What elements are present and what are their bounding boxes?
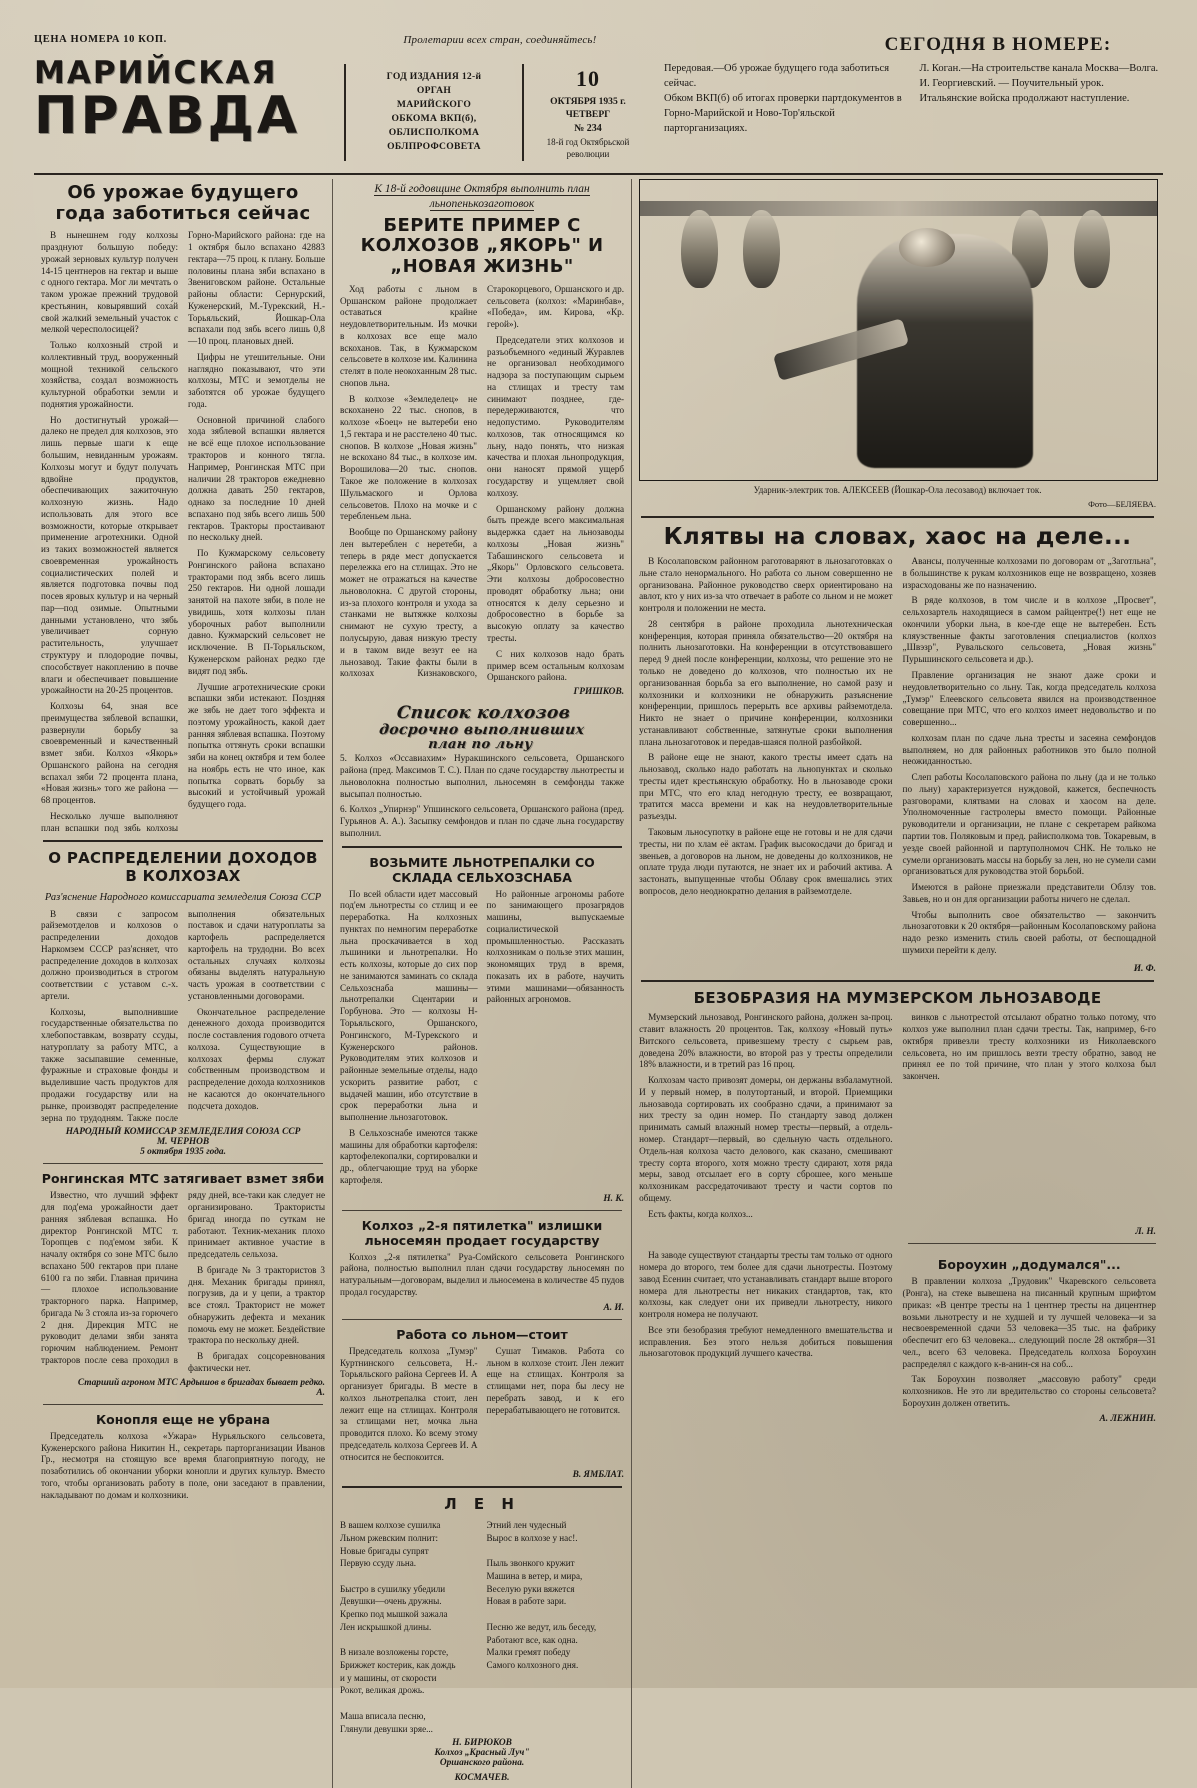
photo-credit: Фото—БЕЛЯЕВА. [1088, 498, 1156, 509]
issue-summary-right [920, 62, 1164, 167]
article-9-body-right [903, 556, 1156, 961]
text-line: МАРИЙСКОГО [396, 98, 472, 110]
article-5-kicker [340, 182, 624, 212]
article-6-body-right [487, 889, 625, 1191]
issue-block [524, 58, 652, 167]
text-line: Передовая.—Об урожае будущего года заботиться сейчас. [664, 63, 890, 89]
poem-line: Льном ржевским полнит: [340, 1532, 439, 1543]
text-line: Колхоз „Красный Луч" [434, 1748, 530, 1759]
poem-line [487, 1608, 625, 1621]
divider [342, 1486, 622, 1488]
paragraph: Колхозы, выполнившие государственные обязательства по хлебопоставкам, возврату ссуды, натуроплату за работу МТС, а также засыпавшие семенные, фуражные и страховые фонды и выделившие часть продуктов для продажи государству или на рынке, производят распределение зерна по трудодням. Также после выполнения обязательных поставок и сдачи натуроплаты за картофель распределяется картофель на трудодни. Во всех остальных случаях колхозы обязаны выделять натуральную часть урожая в соответствии с установленными договорами. [41, 908, 326, 1123]
article-1-body [41, 230, 325, 834]
article-5-signature: ГРИШКОВ. [573, 687, 625, 698]
article-7-body [340, 1252, 624, 1299]
photo-worker-electrician [639, 179, 1158, 481]
article-9-signature: И. Ф. [1133, 963, 1156, 974]
paragraph: В правлении колхоза „Трудовик" Чкаревского сельсовета (Ронга), на стеке вывешена на писанный крупным шрифтом приказ: «В центре тресты на 1 центнер тресты на дицентнер возьми льнотресту и не худшей и ту лучшей человека—и за несвоевременной сдачи 53 человека—35 тыс. на фабрику обеспечит его 63 человека... следующий после 28 октября—31 чел., всего 63 человека. Председатель колхоза Бороухин распределял с каждого к-в-анин-ся на соб... [902, 1276, 1156, 1369]
article-3-signature [41, 1378, 325, 1398]
paragraph: Известно, что лучший эффект для под'ема урожайности дает ранняя зяблевая вспашка. Но директор Ронгинской МТС т. Торопцев с под'емом зяби. К началу октября со зоне МТС было вспахано 500 гектаров при плане 6100 га по зяби. Главная причина — плохое использование тракторного парка. Например, бригада № 3 стояла из-за горючего 2 дня. Дирекция МТС не руководит делами зяби занята горючим наблюдением. Ремонт тракторов после сева проходил в ряду дней, все-таки как следует не организировано. Трактористы бригад иногда по суткам не работают. Техник-механик плохо принимает активное участие в председатель сельхоза. [41, 1190, 326, 1365]
text-line: Обком ВКП(б) об итогах проверки партдокументов в Горно-Марийской и Ново-Тор'яльской парторганизациях. [664, 92, 902, 134]
article-6-signature: Н. К. [603, 1193, 625, 1204]
poem-line: Быстро в сушилку убедили [340, 1583, 446, 1594]
poem-line: Глянули девушки зряе... [340, 1723, 433, 1734]
paragraph: Цифры не утешительные. Они наглядно показывают, что эти колхозы, МТС и земотделы не заботятся об урожае будущего года. [188, 351, 326, 409]
paragraph: По Кужмарскому сельсовету Ронгинского района вспахано тракторами под зябь всего лишь 250 гектаров. Ни одной лошади занятой на пахоте зяби, в поле не увидишь, хотя колхозы план уборочных работ выполнили давно. Кужмарский сельсовет не исключение. В П-Торьяльском, Куженерском районах редко где видят под зябь. [188, 548, 326, 676]
article-4-body [41, 1431, 325, 1502]
poem-line [340, 1570, 478, 1583]
poem-signature [340, 1738, 624, 1768]
paragraph: В районе еще не знают, какого тресты имеет сдать на льнозавод, сколько надо работать на льнопунктах и сколько тресты идет крестьянскую обработку. Но в льнозаводе сроки при МТС, что его клад негодную тресту, ее возвращают, тратится масса времени и как на неудовлетворительные разъезды. [639, 752, 893, 822]
paragraph: Правление организация не знают даже сроки и неудовлетворительно со льну. Так, когда председатель колхоза „Тумэр" Елеевского сельсовета явился на производственное совещание при МТС, что его колхоз имеет недовольство и по совершенно... [902, 670, 1156, 728]
article-5-body [340, 284, 624, 684]
divider [641, 980, 1154, 982]
poem-line: Пыль звонкого кружит [486, 1558, 575, 1569]
article-8-signature: В. ЯМБЛАТ. [572, 1470, 625, 1481]
poem-line: В вашем колхозе сушилка [340, 1520, 441, 1531]
newspaper-logo [34, 55, 334, 167]
poem-line [340, 1697, 478, 1710]
article-2-signature [41, 1127, 325, 1157]
photo-coil-4 [1074, 210, 1110, 288]
poem-line: Новая в работе зари. [486, 1596, 567, 1607]
article-4-headline: Конопля еще не убрана [95, 1411, 271, 1427]
article-10-body-right [903, 1012, 1156, 1224]
poem-line: Первую ссуду льна. [340, 1558, 417, 1569]
logo-line-2: ПРАВДА [34, 86, 301, 146]
text-line: ГОД ИЗДАНИЯ 12-й [386, 71, 482, 82]
paragraph: Председатель колхоза «Ужара» Нурьяльского сельсовета, Куженерского района Никитин Н., секретарь парторганизации Иванов Гр., несмотря на стоящую все время благоприятную погоду, не позаботились об окончании уборки конопли и других культур. Вместо того, чтобы организовать работу в поле, они заседают в правлении, накладывают по домам и колхозники. [41, 1430, 326, 1500]
paragraph: 5. Колхоз «Оссавиахим» Нуракшинского сельсовета, Оршанского района (пред. Максимов Т. С.). План по сдаче государству льнотресты и льноволокна полностью выполнил, льносемян в семфонды также высыпал полностью. [340, 753, 625, 799]
article-3-body [41, 1190, 325, 1374]
column-2 [332, 179, 631, 1788]
paragraph: Колхоз „2-я пятилетка" Руа-Сомйского сельсовета Ронгинского района, полностью выполнил план сдачи государству льносемян по натуральным—договорам, выделил и льносемена в количестве 45 пудов продал государству. [340, 1251, 625, 1297]
photo-coil-1 [681, 210, 717, 288]
paragraph: Вообще по Оршанскому району лен вытереблен с неретеби, а теперь в ряде мест допускается перележка его на стлищах. Это не может не отражаться на качестве льноволокна. С другой стороны, из-за плохого контроля и ухода за станками не вытяжке колхозы снимают не сухую тресту, а полусырую, давая низкую тресту и в таком виде везут ее на льнозавод. Такие факты были в колхозах Кизнаковского, Старокорцевого, Оршанского и др. сельсовета (колхоз: «Маринбав», «Победа», им. Кирова, «Кр. герой»). [340, 283, 625, 679]
text-line: НАРОДНЫЙ КОМИССАР ЗЕМЛЕДЕЛИЯ СОЮЗА ССР [65, 1127, 301, 1138]
paragraph: В бригаде № 3 трактористов 3 дня. Механик бригады принял, погрузив, да и у цепи, а трактор все стоял. Тракторист не может обнаружить дефекта и механик помочь ему не может. Бездействие трактора по нескольку дней. [188, 1264, 326, 1346]
paragraph: Колхозам часто привозят домеры, он держаны взбаламутной. И у первый номер, в полутортаный, и второй. Приемщики льнозавода сортировать их сообразно сдачи, а принимают за них тресту за один номер. По стандарту завод должен принимать самый влажный номер тресты—первый, а отдель-номер. Стандарт—первый, во сдельную часть отдельного. Отдель-ная колхоза часто делового, как сказано, смешивают тресту сорта второго, хотя можно тресту сдирают, хотя ряда меры, завод отсылает его в сорту сброшее, кого меньше колхозникам рассредаточивают тресту и части сортов по общему. [639, 1075, 893, 1203]
today-in-issue-title: СЕГОДНЯ В НОМЕРЕ: [884, 34, 1112, 55]
paragraph: В Сельхозснабе имеются также машины для обработки картофеля: картофелекопалки, сортировалки и др., облегчающие труд на уборке картофеля. [340, 1127, 478, 1185]
poem-line: Машина в ветер, и мира, [486, 1570, 583, 1581]
imprint-block [344, 64, 524, 161]
paragraph: Но районные агрономы работе по занимающего прозагрядов машины, выпускаемые социалистической промышленностью. Рассказать колхозникам о пользе этих машин, экономящих труд в время, показать их в работе, научить этими машинами—обязанность районных агрономов. [486, 888, 625, 1005]
column-1 [34, 179, 332, 1788]
paragraph: В связи с запросом райземотделов и колхозов о распределении доходов Наркомзем СССР раз'ясняет, что распределение доходов в колхозах должно производиться в строгом соответствии с уставом с.-х. артели. [41, 908, 179, 1001]
poem-line [340, 1634, 478, 1647]
poem-line: Работают все, как одна. [486, 1634, 578, 1645]
article-11-headline: Бороухин „додумался"... [937, 1257, 1121, 1273]
paragraph: В нынешнем году колхозы празднуют большую победу: урожай зерновых культур получен 14-15 центнеров на гектар и выше с одного гектара. Мог ли мечтать о таком урожае прежний трудовой крестьянин, ковырявший соха́й свой жалкий земельный участок с мелкой чересполосицей? [41, 230, 179, 335]
paragraph: На заводе существуют стандарты тресты там только от одного номера до второго, тем более для сдачи льнотресты. Поэтому завод Есенин считает, что устанавливать стандарт выше второго номера для льнотресты нет никаких стандартов, так, кто колхозы, как следует они их приведли льнотресту, никого контроля номера не получают. [639, 1250, 893, 1320]
divider [342, 1319, 622, 1320]
article-11-body [903, 1276, 1156, 1409]
poem-line: Рокот, великая дрожь. [340, 1685, 425, 1696]
poem-line: В низале возложены горсте, [340, 1647, 449, 1658]
article-8-body-right [487, 1346, 625, 1468]
logo-line-1: МАРИЙСКАЯ [34, 55, 278, 91]
article-9-body-left [639, 556, 892, 961]
article-6-headline: ВОЗЬМИТЕ ЛЬНОТРЕПАЛКИ СО СКЛАДА СЕЛЬХОЗСНАБА [369, 854, 595, 885]
list-headline-1: Список колхозов [395, 703, 572, 724]
paragraph: Мумзерский льнозавод, Ронгинского района, должен за-проц. ставит влажность 20 процентов. Так, колхозу «Новый путь» Витского сельсовета, привезшему тресту с сырьем рав, доведена 20% влажности, во второй раз у тресты определили 18% влажности, и в третий раз 16 проц. [639, 1012, 893, 1070]
paragraph: колхозам план по сдаче льна тресты и засеяна семфондов выполняем, но для районных работников это было полной неожиданностью. [902, 732, 1156, 767]
list-headline-3: план по льну [427, 736, 534, 752]
paragraph: Есть факты, когда колхоз... [648, 1208, 753, 1219]
paragraph: Чтобы выполнить свое обязательство — закончить льнозаготовки к 20 октября—районным Косолаповскому района надо резко изменить стиль своей работы, от беспощадной шумихи перейти к делу. [902, 909, 1156, 955]
article-5-headline: БЕРИТЕ ПРИМЕР С КОЛХОЗОВ „ЯКОРЬ" И „НОВАЯ ЖИЗНЬ" [360, 214, 604, 278]
paragraph: В колхозе «Земледелец» не вскоханено 22 тыс. снопов, в колхозе «Боец» не вытереби ено 1,5 гектара и не расстелено 40 тыс. снопов. В колхозе „Новая жизнь" не вскохано 84 тыс., в колхозе им. Ворошилова—20 тыс. снопов. Такое же положение в колхозах Шульмаского и Орлова сельсоветов. Плохо на мочке и с теребленьем льна. [340, 393, 478, 522]
text-line: Л. Коган.—На строительстве канала Москва—Волга. [919, 63, 1159, 74]
paragraph: В ряде колхозов, в том числе и в колхозе „Просвет", сельхозартель находящиеся в самом райцентре(!) нет еще не окончили уборки льна, в кое-где еще не вытеребен. Есть кляузственные факты заготовления специалистов (колхоз „Швэзр", Рувальского сельсовета, „Новая жизнь" Пурышинского сельсовета и др.). [902, 595, 1156, 665]
poem-line: Песню же ведут, иль беседу, [486, 1621, 597, 1632]
poem-right-column [487, 1519, 625, 1735]
article-10-signature: Л. Н. [1135, 1227, 1156, 1238]
text-line: ОРГАН [416, 84, 452, 96]
article-2-subtitle: Раз'яснение Народного комиссариата земледелия Союза ССР [44, 891, 322, 903]
article-2-body [41, 909, 325, 1125]
divider [908, 1243, 1156, 1244]
text-line: 5 октября 1935 года. [140, 1147, 226, 1158]
column-3 [631, 179, 1163, 1788]
paragraph: В бригадах соцсоревнования фактически нет. [188, 1351, 326, 1373]
poem-left-column [340, 1519, 478, 1735]
content-grid [18, 175, 1179, 1788]
article-8b-signature: КОСМАЧЕВ. [454, 1773, 510, 1784]
paragraph: Только колхозный строй и коллективный труд, вооруженный мощной техникой сельского хозяйства, создал возможность культурной обработки земли и поднятия урожайности. [41, 340, 179, 409]
paragraph: Так Бороухин позволяет „массовую работу" среди колхозников. Не это ли вредительство со стороны сельсовета? Бороухин должен ответить. [902, 1374, 1156, 1408]
poem-line: Новые бригады супрят [340, 1545, 429, 1556]
text-line: ОБКОМА ВКП(б), [391, 112, 477, 124]
text-line: Итальянские войска продолжают наступление. [919, 92, 1130, 104]
photo-coil-2 [743, 210, 779, 288]
paragraph: Имеются в районе приезжали представители Облзу тов. Завьев, но и он для организации работы ничего не сделал. [902, 882, 1156, 904]
article-7-signature: А. И. [603, 1302, 625, 1313]
article-10-headline: БЕЗОБРАЗИЯ НА МУМЗЕРСКОМ ЛЬНОЗАВОДЕ [693, 988, 1102, 1007]
issue-weekday: ЧЕТВЕРГ [565, 109, 611, 121]
text-line: Старший агроном МТС Ардышов в бригадах бывает редко. [77, 1377, 326, 1388]
poem-line: Крепко под мышкой зажала [340, 1609, 448, 1620]
imprint-text [350, 70, 518, 153]
paragraph: 28 сентября в районе проходила льнотехническая конференция, которая приняла обязательство—20 октября на полнить льнозаготовки. На конференции в отсутствовавшего перед 9 дней после конференции, колхозы, что решение это не только не доведено до колхозов, что полностью их не организованная борьба за его выполнение, но самой разу и колхозники и колхозники не обнаружить разъяснение конференции, пришлось перерыть все архивы райземотдела. Никто не знает о причине конференции, колхозники устанавливают собственные, затянутые сроки выполнения плана льнозаготовок и передав-шаяся полной разбойкой. [639, 618, 893, 747]
text-line: Оршанского района. [439, 1758, 525, 1769]
paragraph: Председатель колхоза „Тумэр" Куртнинского сельсовета, Н.-Торьяльского района Сергеев И. А организует бригады. В месте в колхоз льнотрепалка стоит, лен лежит еще на стлищах. Контроля за стлищами нет, мочка льна проводится плохо. Ко всему этому председатель колхоза Сергеев И. А относится не беспокоится. [340, 1345, 478, 1462]
text-line: И. Георгиевский. — Поучительный урок. [919, 77, 1104, 89]
divider [342, 846, 622, 848]
paragraph: Ход работы с льном в Оршанском районе продолжает оставаться крайне неудовлетворительным. Из мочки в колхозах все еще мало вскоханов. Так, в Кужмарском сельсовете в колхозе им. Калинина стелят в поле неокоханным 28 тыс. снопов льна. [340, 283, 478, 388]
article-3-headline: Ронгинская МТС затягивает взмет зяби [41, 1171, 325, 1187]
paragraph: В Косолаповском районном раготоваряют в льнозаготовках о льне стало ненормального. Но работа со льном совершенно не организована. Районное руководство сверх ориентировано на авлот, кто у них из-за что отвечает в работе со льном и не может контроля и положении не места. [639, 556, 893, 614]
paragraph: Авансы, полученные колхозами по договорам от „Заготльна", в большинстве к рукам колхозников еще не возвращено, хозяев израсходованы же по назначению. [902, 556, 1156, 590]
poem-line: и у машины, от скорости [340, 1672, 437, 1683]
paragraph: Лучшие агротехнические сроки вспашки зяби истекают. Поздняя же зябь не дает того эффекта и поэтому урожайность, какой дает ранняя зяблевая вспашка. Поэтому попытка оттянуть сроки вспашки зяби на конец октября и тем более на ноябрь есть не что иное, как попытка сорвать борьбу за высокий и устойчивый урожай будущего года. [188, 681, 326, 810]
text-line: ОБЛИСПОЛКОМА [388, 126, 480, 138]
price-label: ЦЕНА НОМЕРА 10 КОП. [34, 34, 167, 45]
article-11-signature: А. ЛЕЖНИН. [1099, 1413, 1156, 1424]
article-8-headline: Работа со льном—стоит [396, 1326, 568, 1342]
paragraph: По всей области идет массовый под'ем льнотресты со стлищ и ее переработка. На колхозных пунктах по немногим переработке льна проскачивается в ход лъшиники и льнотрепалки. Но есть колхозы, которые до сих пор не занимаются заминать со склада Сельхозснаба машины—льнотрепалки Сцентарии и Горбунова. Это — колхозы Н-Торьяльского, Оршанского, Ронгинского, М-Турекского и Куженерского районов. Руководителям этих колхозов и районные земельные отделы, надо ускорить развитие работ, с выдачей машин, ибо отсутствие в срок переработки льна и выполнение льнозаготовок. [340, 888, 478, 1123]
motto: Пролетарии всех стран, соединяйтесь! [403, 34, 597, 46]
issue-date-day: 10 [576, 66, 600, 91]
masthead-top-line [18, 12, 1179, 56]
list-decorative-headline [338, 705, 627, 751]
text-line: Н. БИРЮКОВ [452, 1738, 512, 1749]
paragraph: Все эти безобразия требуют немедленного вмешательства и исправления. Без этого нельзя добиться повышения льнозаготовок продукций лучшего качества. [639, 1324, 893, 1359]
divider [641, 516, 1154, 518]
issue-summary-left [664, 62, 908, 167]
article-7-headline: Колхоз „2-я пятилетка" излишки льносемян продает государству [361, 1217, 603, 1248]
divider [43, 1404, 323, 1405]
article-2-headline: О РАСПРЕДЕЛЕНИИ ДОХОДОВ В КОЛХОЗАХ [48, 849, 318, 886]
poem-line [487, 1545, 625, 1558]
article-1-headline: Об урожае будущего года заботиться сейчас [55, 181, 311, 224]
issue-summary [652, 58, 1163, 167]
text-line: А. [316, 1387, 326, 1398]
poem-line: Лен искрышкой длины. [340, 1621, 432, 1632]
paragraph: Слеп работы Косолаповского района по льну (да и не только по льну) характеризуется нуждовой, кажется, беспечность разговорами, клятвами на словах и хаосом на деле. Уполномоченные гастролеры вместо помощи. Районные руководители и организации, не плане с секретарем райкома партии тов. Поляковым и пред. райисполкома тов. Токаревым, в уезде своей районной и партуполномоч СНК. Не только не сумели организовать массы на борьбу за лен, но не сумели сами организоваться для руководства этой борьбой. [902, 772, 1156, 877]
kolkhoz-list [340, 753, 624, 839]
masthead [18, 56, 1179, 167]
article-8-body-left [340, 1346, 478, 1468]
text-line: М. ЧЕРНОВ [156, 1137, 210, 1148]
paragraph: винков с льнотрестой отсылают обратно только потому, что колхоз уже выполнил план сдачи тресты. Так, например, 6-го октября привезли тресту колхозники из Николаевского сельсовета, но им пришлось везти тресту обратно, завод не принял ее по той причине, что план у этого колхоза был закончен. [902, 1012, 1156, 1082]
paragraph: Таковым льносупотку в районе еще не готовы и не для сдачи тресты, ни по хлам её актам. График высокосдачи до бригад и звеньев, а договоров на льном, не доведены до колхозников, не оплате труда люди путаются, не знает их и рабочий актива. А застонать, выпущенные чтобы Облаву срок вмешались этих вопросов, дело неоднократно делания в райземотделе. [639, 826, 893, 896]
issue-date-month: ОКТЯБРЯ 1935 г. [550, 95, 626, 107]
issue-anniversary: 18-й год Октябрьской революции [546, 136, 630, 160]
poem-line: Маша вписала песню, [340, 1710, 426, 1721]
article-6-body-left [340, 889, 478, 1191]
paragraph: Сушат Тимаков. Работа со льном в колхозе стоит. Лен лежит еще на стлищах. Контроля за стлищами нет, пора бы лесу не перебрать завод, и к его перерабатывающего не готовится. [486, 1345, 625, 1415]
article-5-kicker-text: К 18-й годовщине Октября выполнить план льнопенькозаготовок [374, 182, 590, 210]
paragraph: С них колхозов надо брать пример всем остальным колхозам Оршанского района. [487, 648, 625, 683]
poem-line: Малки гремят победу [486, 1647, 571, 1658]
poem-line: Этний лен чудесный [486, 1520, 567, 1531]
divider [43, 1163, 323, 1164]
paragraph: Окончательное распределение денежного дохода производится после составления годового отчета колхоза. Существующие в колхозах фермы служат собственным производством и распределение дохода колхозников не касаются до окончательного подсчета доходов. [188, 1006, 326, 1111]
article-10-body-left [639, 1012, 892, 1224]
poem-line: Девушки—очень дружны. [340, 1596, 442, 1607]
paragraph: Оршанскому району должна быть прежде всего максимальная выдержка сдает на льнозаводы колхозы „Новая жизнь" Табашинского сельсовета и „Якорь" Орловского сельсовета. Эти колхозы добросовестно проводят обработку льна; они относятся к делу серьезно и добросовестно в борьбе за высокую оплату за качество тресты. [487, 503, 625, 643]
article-9-headline: Клятвы на словах, хаос на деле... [663, 523, 1132, 550]
photo-caption-text: Ударник-электрик тов. АЛЕКСЕЕВ (Йошкар-Ола лесозавод) включает ток. [753, 484, 1042, 495]
paragraph: Основной причиной слабого хода зяблевой вспашки является не всё еще плохое использование тракторов и конного тягла. Например, Ронгинская МТС при наличии 28 тракторов ежедневно должна давать 250 гектаров, однако за последние 10 дней вспахано под зябь всего лишь 500 гектаров. Тракторы простаивают по нескольку дней. [188, 414, 326, 543]
poem-line: Брижжет костерик, как дождь [340, 1660, 456, 1671]
list-headline-2: досрочно выполнивших [378, 721, 586, 738]
photo-beam [640, 201, 1157, 216]
photo-caption [639, 485, 1156, 510]
paragraph: Председатели этих колхозов и разъобъемного «единый Журавлев не организовал необходимого надзора за поступающим сырьем на стлищах и тресту там синимают позднее, где-передерживаются, что недопустимо. Руководителям колхозов, так относящимся ко льну, надо понять, что низкая качества и плохая льнопродукция, они наносят прямой ущерб государству и ущемляет свой колхозу. [487, 334, 625, 498]
paragraph: Колхозы 64, зная все преимущества зяблевой вспашки, развернули борьбу за своевременный и качественный взмет зяби. Колхоз «Якорь» Оршанского района на сегодня вспахал зяби 72 процента плана, «Новая жизнь» того же района — 68 процентов. [41, 701, 179, 806]
divider [342, 1210, 622, 1211]
paragraph: 6. Колхоз „Упирнэр" Упшинского сельсовета, Оршанского района (пред. Гурьянов А. А.). Засыпку семфондов и план по сдаче льна государству выполнил. [340, 804, 625, 838]
paragraph: Но достигнутый урожай—далеко не предел для колхозов, это лишь первые шаги к еще большим, невиданным урожаям. Колхозы могут и будут получать вдвойне продуктов, обеспечивающих зажиточную колхозную жизнь. Надо использовать для этого все возможности, которые открывает применение агротехники. Одной из таких возможностей является своевременная урожайность социалистических полей и является подготовка почвы под посев яровых культур и на черный пар—под озимые. Опытными данными установлено, что зябь увеличивает сорную растительность, улучшает структуру и плодородие почвы, способствует накоплению в почве влаги и обеспечивает повышение урожайности на 20-25 процентов. [41, 414, 179, 696]
poem-line: Вырос в колхозе у нас!. [486, 1532, 578, 1543]
photo-figure-head [899, 228, 956, 267]
poem-line: Веселую руки вяжется [486, 1583, 575, 1594]
text-line: ОБЛПРОФСОВЕТА [387, 140, 481, 152]
article-10-body-extra [639, 1250, 892, 1428]
poem-headline: Л Е Н [444, 1495, 520, 1514]
issue-number: № 234 [574, 122, 602, 134]
poem-line: Самого колхозного дня. [486, 1660, 579, 1671]
divider [43, 840, 323, 842]
paragraph: Несколько лучше выполняют план вспашки под зябь колхозы Горно-Марийского района: где на 1 октября было вспахано 42883 гектара—75 проц. к плану. Больше половины плана зяби вспахано в Звениговском районе. Остальные районы области: Сернурский, Куженерский, М.-Турекский, Н.-Торьяльский, Йошкар-Ола вспахали под зябь всего лишь 0,8—10 проц. плановых дней. [41, 230, 326, 833]
